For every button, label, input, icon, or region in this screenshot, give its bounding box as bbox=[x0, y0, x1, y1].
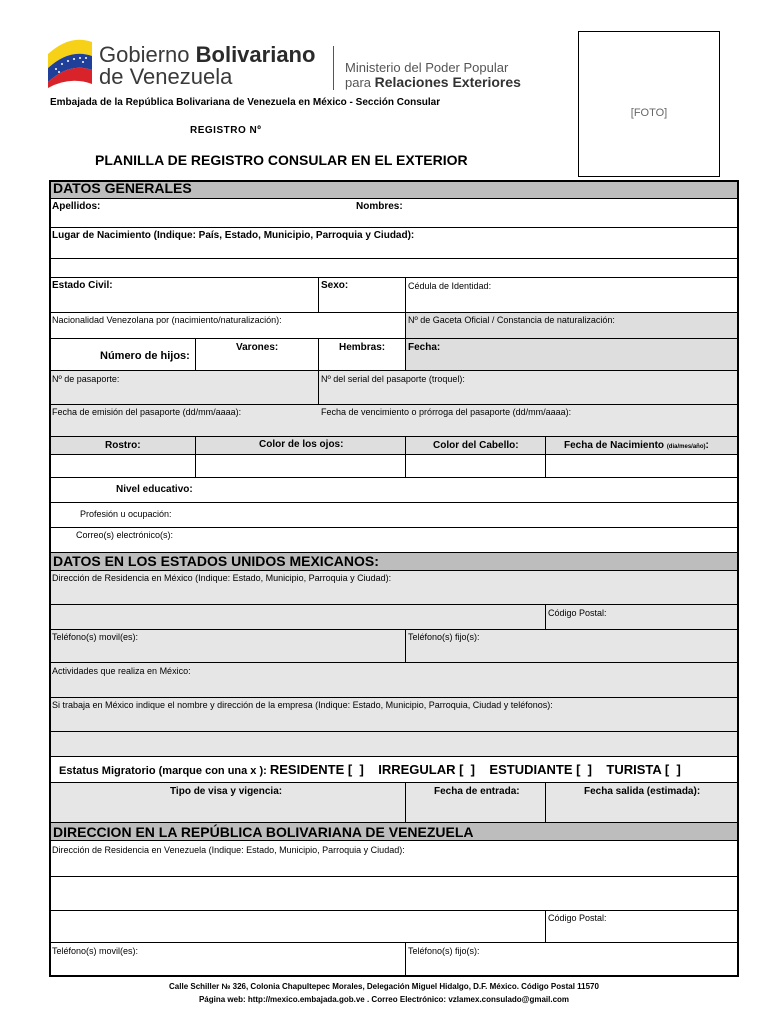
pasaporte-label[interactable]: Nº de pasaporte: bbox=[52, 374, 120, 384]
estado-civil-label[interactable]: Estado Civil: bbox=[52, 280, 113, 291]
grid-line bbox=[545, 604, 546, 629]
grid-line bbox=[49, 876, 739, 877]
color-ojos-label[interactable]: Color de los ojos: bbox=[259, 439, 344, 450]
grid-line bbox=[49, 697, 739, 698]
ministerio-line1: Ministerio del Poder Popular bbox=[345, 60, 509, 75]
grid-line bbox=[49, 840, 739, 841]
grid-line bbox=[49, 604, 739, 605]
grid-line bbox=[318, 338, 319, 404]
grid-line bbox=[545, 910, 546, 942]
grid-line bbox=[49, 527, 739, 528]
ministerio-line2: para Relaciones Exteriores bbox=[345, 74, 521, 90]
tipo-visa-label[interactable]: Tipo de visa y vigencia: bbox=[170, 786, 283, 797]
grid-line bbox=[49, 454, 739, 455]
photo-box[interactable] bbox=[578, 31, 720, 177]
photo-placeholder: [FOTO] bbox=[630, 107, 668, 119]
header-divider bbox=[333, 46, 334, 90]
direccion-venezuela-label[interactable]: Dirección de Residencia en Venezuela (Indique: Estado, Municipio, Parroquia y Ciudad): bbox=[52, 845, 405, 855]
telefono-movil-venezuela-label[interactable]: Teléfono(s) movil(es): bbox=[52, 946, 139, 956]
lugar-nacimiento-label[interactable]: Lugar de Nacimiento (Indique: País, Estado, Municipio, Parroquia y Ciudad): bbox=[52, 230, 415, 241]
grid-line bbox=[49, 942, 739, 943]
telefono-movil-mexico-label[interactable]: Teléfono(s) movil(es): bbox=[52, 632, 139, 642]
codigo-postal-mexico-label[interactable]: Código Postal: bbox=[548, 608, 607, 618]
grid-line bbox=[49, 338, 739, 339]
embajada-text: Embajada de la República Bolivariana de Venezuela en México - Sección Consular bbox=[50, 97, 441, 108]
fecha-hijos-fill bbox=[406, 339, 737, 370]
grid-line bbox=[405, 942, 406, 977]
grid-line bbox=[49, 477, 739, 478]
apellidos-label[interactable]: Apellidos: bbox=[52, 201, 101, 212]
estatus-migratorio[interactable]: Estatus Migratorio (marque con una x ): RESIDENTE [ ] IRREGULAR [ ] ESTUDIANTE [ ] TURISTA [ ] bbox=[59, 762, 681, 777]
sexo-label[interactable]: Sexo: bbox=[321, 280, 349, 291]
grid-line bbox=[405, 436, 406, 477]
telefono-fijo-venezuela-label[interactable]: Teléfono(s) fijo(s): bbox=[408, 946, 480, 956]
correo-label[interactable]: Correo(s) electrónico(s): bbox=[76, 530, 174, 540]
section-title-venezuela: DIRECCION EN LA REPÚBLICA BOLIVARIANA DE VENEZUELA bbox=[53, 824, 474, 840]
gaceta-label[interactable]: Nº de Gaceta Oficial / Constancia de naturalización: bbox=[408, 315, 615, 325]
grid-line bbox=[195, 338, 196, 370]
grid-line bbox=[49, 822, 739, 823]
fecha-entrada-label[interactable]: Fecha de entrada: bbox=[434, 786, 520, 797]
direccion-mexico-label[interactable]: Dirección de Residencia en México (Indique: Estado, Municipio, Parroquia y Ciudad): bbox=[52, 573, 392, 583]
gobierno-title: Gobierno Bolivariano bbox=[99, 42, 316, 67]
fecha-vencimiento-label[interactable]: Fecha de vencimiento o prórroga del pasaporte (dd/mm/aaaa): bbox=[321, 407, 572, 417]
grid-line bbox=[49, 910, 739, 911]
grid-line bbox=[49, 502, 739, 503]
nivel-educativo-label[interactable]: Nivel educativo: bbox=[116, 484, 193, 495]
fecha-nacimiento-label[interactable]: Fecha de Nacimiento (dia/mes/año): bbox=[564, 440, 709, 451]
footer-address: Calle Schiller № 326, Colonia Chapultepec Morales, Delegación Miguel Hidalgo, D.F. México. Código Postal 11570 bbox=[169, 982, 599, 991]
serial-pasaporte-label[interactable]: Nº del serial del pasaporte (troquel): bbox=[321, 374, 465, 384]
grid-line bbox=[49, 756, 739, 757]
fecha-salida-label[interactable]: Fecha salida (estimada): bbox=[584, 786, 701, 797]
actividades-label[interactable]: Actividades que realiza en México: bbox=[52, 666, 191, 676]
rostro-label[interactable]: Rostro: bbox=[105, 440, 141, 451]
mexico-fill bbox=[51, 570, 737, 756]
grid-line bbox=[49, 436, 739, 437]
color-cabello-label[interactable]: Color del Cabello: bbox=[433, 440, 519, 451]
venezuela-flag-logo bbox=[46, 36, 94, 88]
gobierno-subtitle: de Venezuela bbox=[99, 64, 233, 89]
profesion-label[interactable]: Profesión u ocupación: bbox=[80, 509, 172, 519]
grid-line bbox=[405, 782, 406, 822]
hembras-label[interactable]: Hembras: bbox=[339, 342, 386, 353]
registro-number-label: REGISTRO Nº bbox=[190, 125, 262, 136]
section-title-datos-generales: DATOS GENERALES bbox=[53, 180, 192, 196]
fecha-hijos-label[interactable]: Fecha: bbox=[408, 342, 441, 353]
fecha-emision-label[interactable]: Fecha de emisión del pasaporte (dd/mm/aaaa): bbox=[52, 407, 242, 417]
grid-line bbox=[405, 277, 406, 370]
grid-line bbox=[49, 198, 739, 199]
section-title-mexico: DATOS EN LOS ESTADOS UNIDOS MEXICANOS: bbox=[53, 553, 379, 569]
nombres-label[interactable]: Nombres: bbox=[356, 201, 403, 212]
grid-line bbox=[405, 629, 406, 662]
grid-line bbox=[49, 662, 739, 663]
grid-line bbox=[49, 227, 739, 228]
grid-line bbox=[49, 370, 739, 371]
grid-line bbox=[49, 258, 739, 259]
estatus-options[interactable]: RESIDENTE [ ] IRREGULAR [ ] ESTUDIANTE [ ] TURISTA [ ] bbox=[269, 762, 681, 777]
varones-label[interactable]: Varones: bbox=[236, 342, 279, 353]
grid-line bbox=[49, 731, 739, 732]
grid-line bbox=[49, 312, 739, 313]
grid-line bbox=[49, 404, 739, 405]
grid-line bbox=[545, 436, 546, 477]
form-title: PLANILLA DE REGISTRO CONSULAR EN EL EXTERIOR bbox=[95, 152, 468, 168]
nacionalidad-label[interactable]: Nacionalidad Venezolana por (nacimiento/naturalización): bbox=[52, 315, 282, 325]
grid-line bbox=[49, 629, 739, 630]
grid-line bbox=[49, 570, 739, 571]
numero-hijos-label: Número de hijos: bbox=[100, 350, 190, 362]
footer-contact: Página web: http://mexico.embajada.gob.ve . Correo Electrónico: vzlamex.consulado@gmail.com bbox=[198, 995, 570, 1004]
grid-line bbox=[49, 782, 739, 783]
telefono-fijo-mexico-label[interactable]: Teléfono(s) fijo(s): bbox=[408, 632, 480, 642]
codigo-postal-venezuela-label[interactable]: Código Postal: bbox=[548, 913, 607, 923]
grid-line bbox=[318, 277, 319, 312]
cedula-label[interactable]: Cédula de Identidad: bbox=[408, 281, 492, 291]
trabajo-label[interactable]: Si trabaja en México indique el nombre y dirección de la empresa (Indique: Estado, Municipio, Parroquia, Ciudad y teléfonos): bbox=[52, 700, 553, 710]
grid-line bbox=[545, 782, 546, 822]
grid-line bbox=[49, 277, 739, 278]
grid-line bbox=[195, 436, 196, 477]
